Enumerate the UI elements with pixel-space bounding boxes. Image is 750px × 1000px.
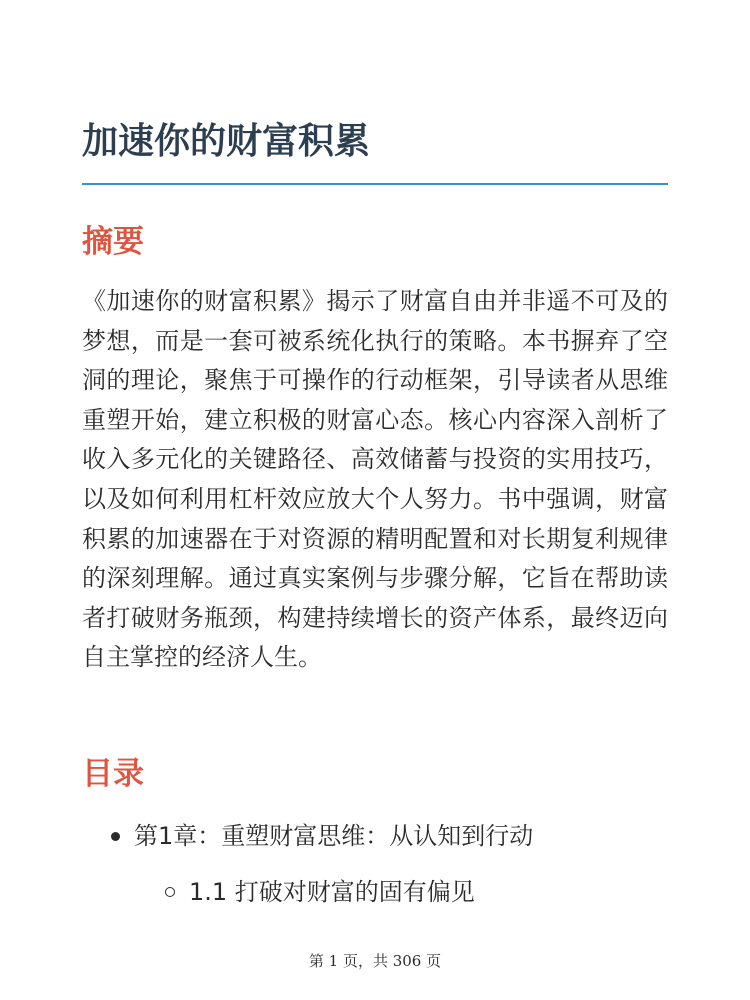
toc-heading: 目录 — [82, 756, 144, 792]
toc-item-section-1-1[interactable] — [82, 872, 668, 912]
toc-item-label: 1.1 打破对财富的固有偏见 — [189, 878, 475, 906]
toc-item-chapter-1[interactable] — [82, 816, 668, 856]
page-number-footer: 第 1 页，共 306 页 — [308, 952, 442, 970]
summary-heading: 摘要 — [82, 224, 144, 260]
title-divider — [82, 183, 668, 185]
bullet-disc-icon — [111, 832, 120, 841]
document-title: 加速你的财富积累 — [82, 121, 371, 162]
toc-item-label: 第1章：重塑财富思维：从认知到行动 — [134, 822, 534, 850]
bullet-circle-icon — [165, 887, 175, 897]
summary-paragraph: 《加速你的财富积累》揭示了财富自由并非遥不可及的梦想，而是一套可被系统化执行的策略。本书摒弃了空洞的理论，聚焦于可操作的行动框架，引导读者从思维重塑开始，建立积极的财富心态。核心内容深入剖析了收入多元化的关键路径、高效储蓄与投资的实用技巧，以及如何利用杠杆效应放大个人努力。书中强调，财富积累的加速器在于对资源的精明配置和对长期复利规律的深刻理解。通过真实案例与步骤分解，它旨在帮助读者打破财务瓶颈，构建持续增长的资产体系，最终迈向自主掌控的经济人生。 — [82, 287, 668, 672]
toc-list — [82, 816, 668, 912]
